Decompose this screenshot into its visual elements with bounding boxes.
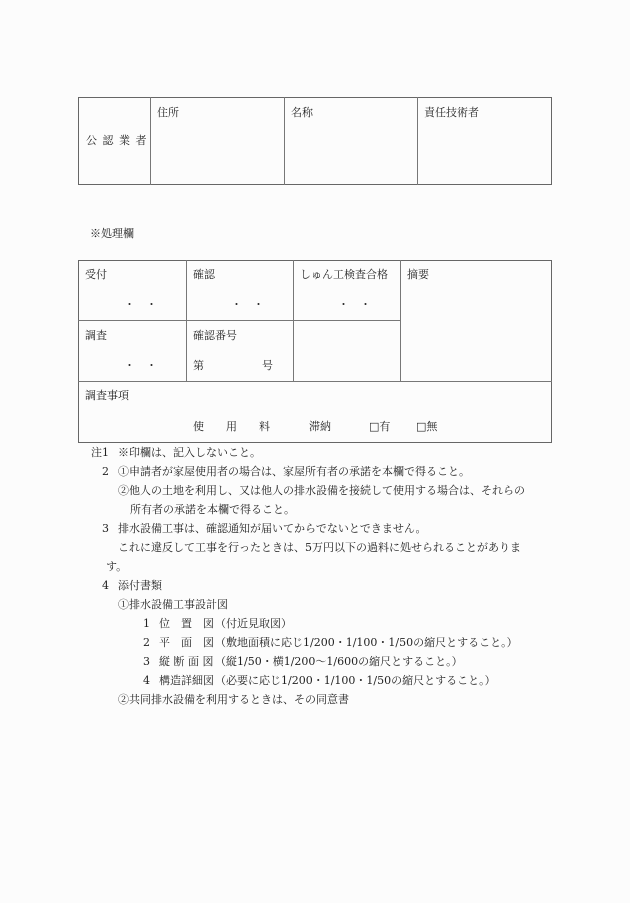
divider — [78, 381, 552, 382]
contractor-row-label: 公 認 業 者 — [86, 134, 148, 147]
drawing-3-name: 縦 断 面 図 — [159, 655, 214, 668]
inspection-pass-label: しゅん工検査合格 — [300, 268, 388, 281]
confirmation-number-prefix: 第 — [193, 359, 204, 372]
drawing-2-number: 2 — [143, 636, 150, 649]
fee-label: 使 用 料 — [193, 420, 270, 433]
confirmation-date[interactable]: ・ ・ — [231, 298, 264, 311]
arrears-yes-checkbox[interactable]: □有 — [369, 420, 391, 433]
arrears-no-checkbox[interactable]: □無 — [416, 420, 438, 433]
note-3-line-a: 排水設備工事は、確認通知が届いてからでないとできません。 — [118, 522, 427, 535]
note-3-line-b1: これに違反して工事を行ったときは、5万円以下の過料に処せられることがありま — [118, 541, 521, 554]
note-2-item-a: ①申請者が家屋使用者の場合は、家屋所有者の承諾を本欄で得ること。 — [118, 465, 470, 478]
divider — [400, 260, 401, 382]
column-name: 名称 — [291, 106, 313, 119]
reception-date[interactable]: ・ ・ — [124, 298, 157, 311]
note-4-title: 添付書類 — [118, 579, 162, 592]
survey-items-label: 調査事項 — [85, 389, 129, 402]
divider — [78, 320, 401, 321]
note-1-text: ※印欄は、記入しないこと。 — [118, 446, 261, 459]
note-4-number: 4 — [102, 579, 109, 592]
drawing-2-name: 平 面 図 — [159, 636, 214, 649]
drawing-3-desc: （縦1/50・横1/200～1/600の縮尺とすること。） — [215, 655, 463, 668]
note-2-item-b-line2: 所有者の承諾を本欄で得ること。 — [130, 503, 295, 516]
note-2-number: 2 — [102, 465, 109, 478]
note-4-item-a: ①排水設備工事設計図 — [118, 598, 228, 611]
confirmation-number-suffix: 号 — [262, 359, 273, 372]
inspection-pass-date[interactable]: ・ ・ — [338, 298, 371, 311]
note-2-item-b-line1: ②他人の土地を利用し、又は他人の排水設備を接続して使用する場合は、それらの — [118, 484, 525, 497]
divider — [417, 97, 418, 185]
drawing-4-name: 構造詳細図 — [159, 674, 214, 687]
divider — [186, 260, 187, 382]
drawing-2-desc: （敷地面積に応じ1/200・1/100・1/50の縮尺とすること。） — [215, 636, 518, 649]
processing-heading: ※処理欄 — [90, 227, 134, 240]
reception-label: 受付 — [85, 268, 107, 281]
divider — [293, 260, 294, 382]
survey-label: 調査 — [85, 329, 107, 342]
survey-date[interactable]: ・ ・ — [124, 359, 157, 372]
column-engineer: 責任技術者 — [424, 106, 479, 119]
note-3-line-b2: す。 — [106, 560, 128, 573]
divider — [284, 97, 285, 185]
divider — [150, 97, 151, 185]
processing-table — [78, 260, 552, 443]
column-address: 住所 — [157, 106, 179, 119]
drawing-3-number: 3 — [143, 655, 150, 668]
arrears-label: 滞納 — [309, 420, 331, 433]
drawing-1-desc: （付近見取図） — [215, 617, 292, 630]
confirmation-number-label: 確認番号 — [193, 329, 237, 342]
confirmation-label: 確認 — [193, 268, 215, 281]
summary-label: 摘要 — [407, 268, 429, 281]
drawing-4-number: 4 — [143, 674, 150, 687]
drawing-1-name: 位 置 図 — [159, 617, 214, 630]
note-3-number: 3 — [102, 522, 109, 535]
note-4-item-b: ②共同排水設備を利用するときは、その同意書 — [118, 693, 349, 706]
drawing-4-desc: （必要に応じ1/200・1/100・1/50の縮尺とすること。） — [215, 674, 496, 687]
drawing-1-number: 1 — [143, 617, 150, 630]
note-1-number: 注1 — [91, 446, 109, 459]
